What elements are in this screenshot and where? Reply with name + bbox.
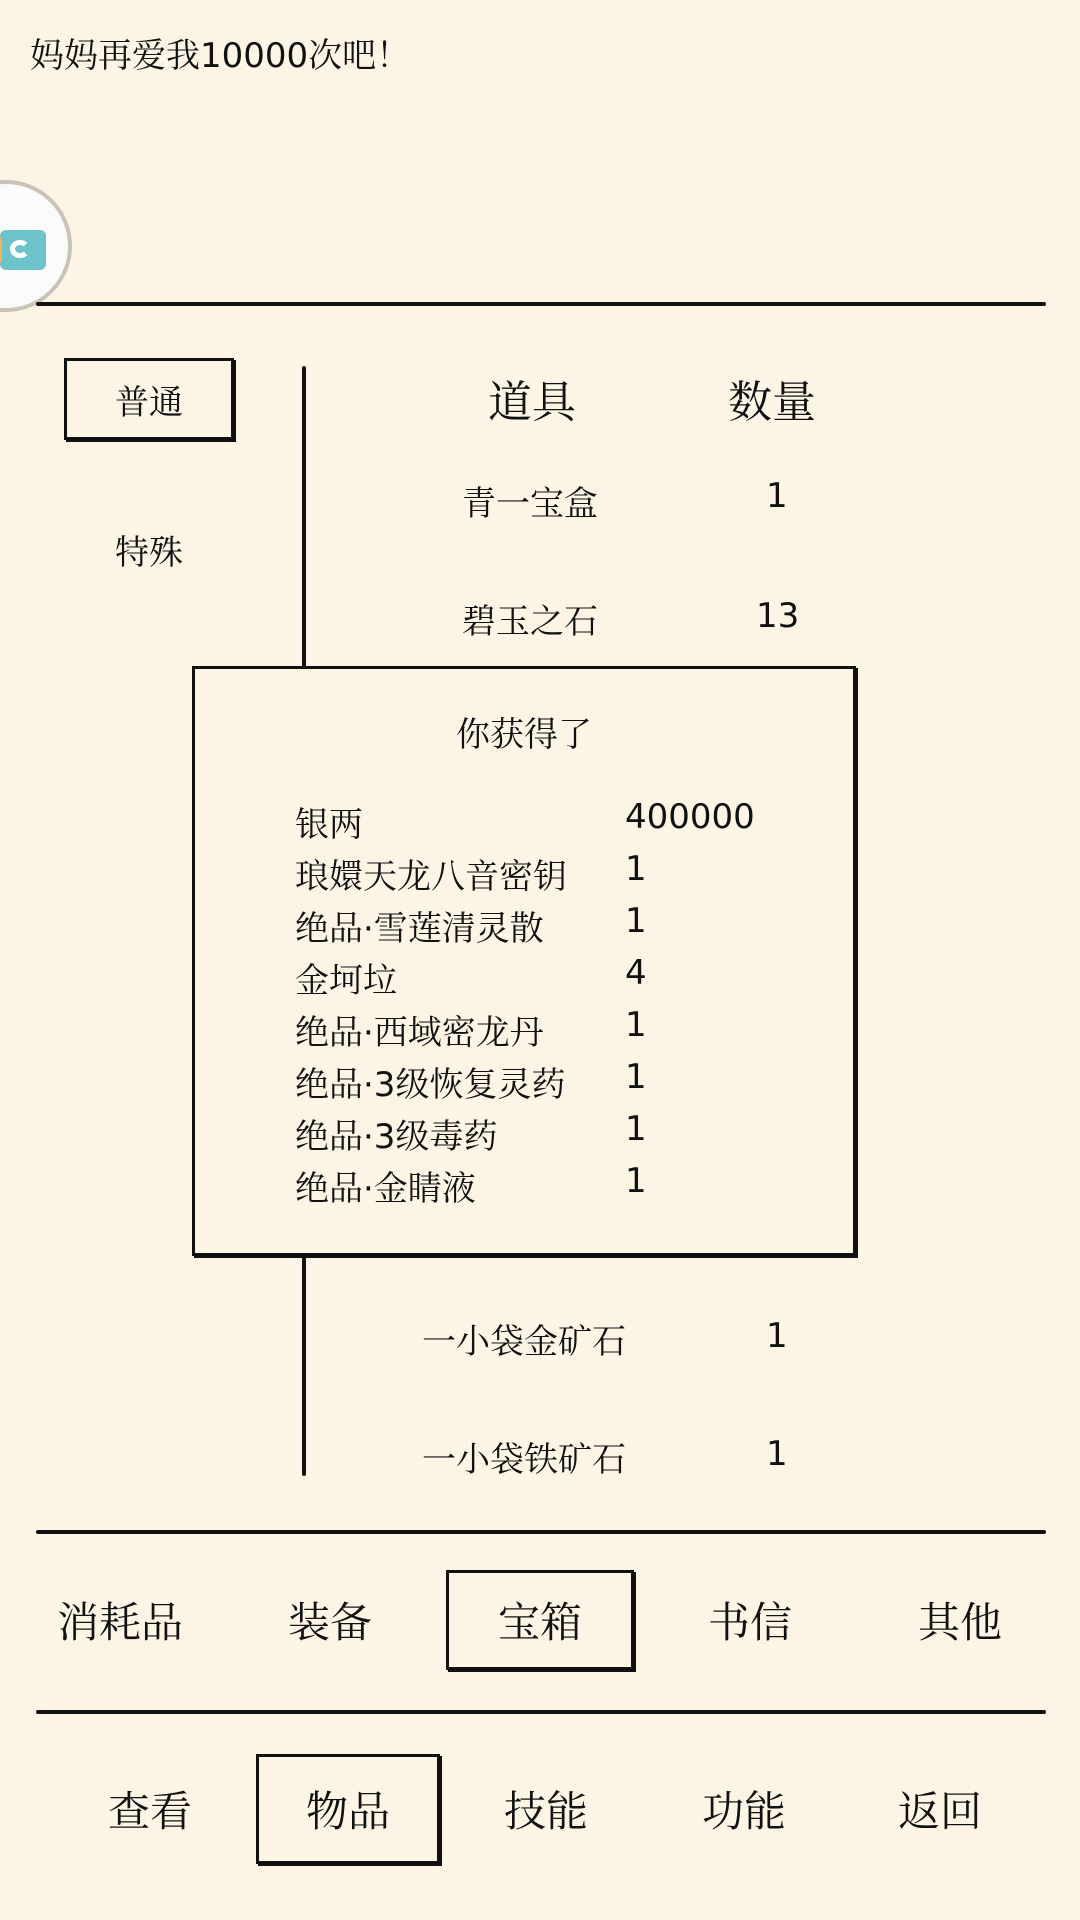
item-name: 一小袋铁矿石 <box>422 1440 626 1480</box>
reward-qty: 1 <box>625 1057 647 1097</box>
subtab-special-label: 特殊 <box>115 532 183 573</box>
list-item[interactable] <box>422 1432 626 1481</box>
tab-letters[interactable] <box>670 1570 830 1670</box>
tab-label: 其他 <box>917 1598 1002 1647</box>
item-qty: 13 <box>756 596 800 636</box>
nav-top-divider <box>36 1710 1046 1714</box>
list-item[interactable] <box>462 594 598 643</box>
top-divider <box>36 302 1046 306</box>
nav-back[interactable] <box>860 1754 1020 1864</box>
reward-name: 绝品·金睛液 <box>295 1169 476 1209</box>
nav-label: 功能 <box>701 1787 786 1836</box>
reward-name: 银两 <box>295 805 363 845</box>
item-name: 碧玉之石 <box>462 602 598 642</box>
tab-label: 装备 <box>287 1598 372 1647</box>
item-qty: 1 <box>766 1434 788 1474</box>
tab-label: 消耗品 <box>56 1598 183 1647</box>
nav-view[interactable] <box>70 1754 230 1864</box>
reward-dialog[interactable] <box>192 666 856 1256</box>
tab-treasure-chest[interactable] <box>446 1570 634 1670</box>
nav-items[interactable] <box>256 1754 440 1864</box>
reward-qty: 1 <box>625 1161 647 1201</box>
reward-qty: 400000 <box>625 797 755 837</box>
nav-label: 技能 <box>503 1787 588 1836</box>
reward-qty: 1 <box>625 849 647 889</box>
nav-label: 返回 <box>897 1787 982 1836</box>
reward-name: 琅嬛天龙八音密钥 <box>295 857 567 897</box>
reward-qty: 1 <box>625 1005 647 1045</box>
reward-name: 绝品·3级恢复灵药 <box>295 1065 566 1105</box>
floating-assistant-button[interactable] <box>0 180 72 312</box>
reward-name: 金坷垃 <box>295 961 397 1001</box>
subtab-normal-label: 普通 <box>115 382 183 423</box>
page-title: 妈妈再爱我10000次吧！ <box>30 36 411 76</box>
nav-functions[interactable] <box>664 1754 824 1864</box>
reward-qty: 1 <box>625 1109 647 1149</box>
tab-consumables[interactable] <box>40 1570 200 1670</box>
nav-skills[interactable] <box>466 1754 626 1864</box>
reward-name: 绝品·西域密龙丹 <box>295 1013 544 1053</box>
item-qty: 1 <box>766 476 788 516</box>
tab-label: 书信 <box>707 1598 792 1647</box>
reward-name: 绝品·3级毒药 <box>295 1117 498 1157</box>
item-name: 青一宝盒 <box>462 484 598 524</box>
nav-label: 查看 <box>107 1787 192 1836</box>
item-name: 一小袋金矿石 <box>422 1322 626 1362</box>
subtab-special[interactable] <box>64 508 234 590</box>
tab-equipment[interactable] <box>250 1570 410 1670</box>
reward-qty: 1 <box>625 901 647 941</box>
column-header-item: 道具 <box>488 377 576 428</box>
nav-label: 物品 <box>305 1787 390 1836</box>
dialog-title: 你获得了 <box>456 715 592 755</box>
tab-others[interactable] <box>880 1570 1040 1670</box>
column-header-qty: 数量 <box>728 377 816 428</box>
category-top-divider <box>36 1530 1046 1534</box>
assistant-logo-icon <box>0 230 46 270</box>
list-item[interactable] <box>462 476 598 525</box>
subtab-normal[interactable] <box>64 358 234 440</box>
item-qty: 1 <box>766 1316 788 1356</box>
reward-name: 绝品·雪莲清灵散 <box>295 909 544 949</box>
reward-qty: 4 <box>625 953 647 993</box>
list-item[interactable] <box>422 1314 626 1363</box>
tab-label: 宝箱 <box>497 1598 582 1647</box>
